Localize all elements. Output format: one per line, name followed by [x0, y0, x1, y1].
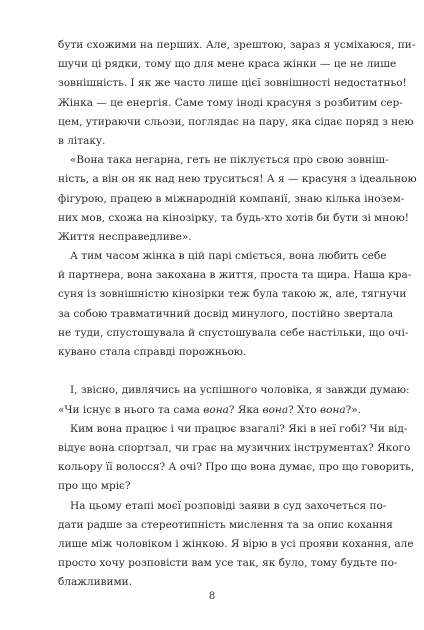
text-line: І, звісно, дивлячись на успішного чоловіка, я завжди думаю: — [70, 384, 410, 397]
text-line: Життя несправедливе». — [58, 230, 192, 243]
text-line: цем, утираючи сльози, поглядає на пару, яка сідає поряд з нею — [58, 115, 414, 128]
text-line: дати радше за стереотипність мислення та за опис кохання — [58, 518, 393, 531]
page-body — [58, 36, 417, 592]
text-line: за собою травматичний досвід минулого, постійно звертала — [58, 307, 394, 320]
text-line: кувано стала справді порожньою. — [58, 346, 247, 358]
quote-emphasis: вона — [320, 403, 346, 416]
text-line: просто хочу розповісти вам усе так, як було, тому будьте по- — [58, 557, 398, 570]
text-line: не туди, спустошувала й спустошувала себе настільки, що очі- — [58, 326, 409, 339]
text-line: фігурою, працею в міжнародній компанії, знаю кілька інозем- — [58, 192, 405, 205]
text-line: бути схожими на перших. Але, зрештою, зараз я усміхаюся, пи- — [58, 39, 416, 51]
quote-part: «Чи існує в нього та сама — [58, 403, 204, 416]
text-line: лише між чоловіком і жінкою. Я вірю в усі прояви кохання, але — [58, 537, 414, 550]
quote-part: ? Яка — [228, 403, 263, 416]
text-line: в літаку. — [58, 134, 106, 147]
text-line: А тим часом жінка в цій парі сміється, вона любить себе — [70, 250, 387, 263]
text-line: кольору її волосся? А очі? Про що вона думає, про що говорить, — [58, 461, 415, 474]
text-line: відує вона спортзал, чи грає на музичних інструментах? Якого — [58, 441, 411, 454]
text-line: На цьому етапі моєї розповіді заяви в суд захочеться по- — [70, 499, 387, 512]
quote-emphasis: вона — [203, 403, 229, 416]
quote-line — [58, 401, 376, 420]
quote-part: ? Хто — [288, 403, 321, 416]
page-number: 8 — [208, 591, 216, 602]
quote-emphasis: вона — [262, 403, 289, 416]
text-line: зовнішність. І як же часто лише цієї зовнішності недостатньо! — [58, 77, 407, 90]
text-line: «Вона така негарна, геть не піклується про свою зовніш- — [70, 154, 389, 167]
text-line: Жінка — це енергія. Саме тому іноді красуня з розбитим сер- — [58, 96, 403, 109]
text-line: ність, а він он як над нею труситься! А я — красуня з ідеальною — [58, 173, 417, 186]
quote-part: ?». — [345, 403, 362, 416]
text-line: суня із зовнішністю кінозірки теж була такою ж, але, тягнучи — [58, 288, 407, 301]
text-line: шучи ці рядки, тому що для мене краса жінки — це не лише — [58, 58, 397, 71]
text-line: й партнера, вона закохана в життя, проста та щира. Наша кра- — [58, 269, 412, 282]
text-line: них мов, схожа на кінозірку, та будь-хто хотів би бути зі мною! — [58, 211, 410, 224]
text-line: Ким вона працює і чи працює взагалі? Які в неї гобі? Чи від- — [70, 422, 408, 435]
text-line: блажливими. — [58, 576, 132, 589]
text-line: про що мріє? — [58, 480, 131, 493]
paragraph-gap — [58, 362, 376, 381]
